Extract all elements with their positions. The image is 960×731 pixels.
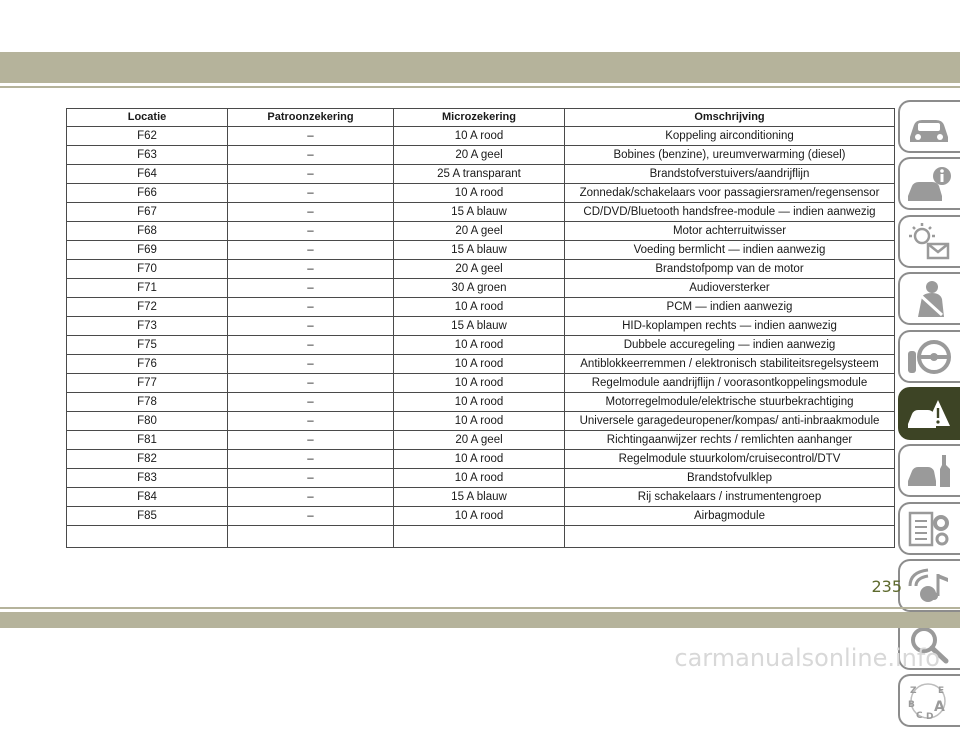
table-row (67, 393, 895, 412)
footer-rule (0, 607, 960, 609)
multimedia-icon (906, 566, 952, 606)
table-row (67, 203, 895, 222)
table-cell: – (228, 374, 394, 393)
table-cell: F70 (67, 260, 228, 279)
table-row (67, 374, 895, 393)
table-cell: Bobines (benzine), ureumverwarming (diesel) (565, 146, 895, 165)
table-cell: F81 (67, 431, 228, 450)
tab-index[interactable] (898, 674, 960, 727)
table-body (67, 127, 895, 548)
table-cell: – (228, 469, 394, 488)
starting-driving-icon (906, 337, 952, 377)
table-cell: – (228, 355, 394, 374)
svg-text:C: C (916, 710, 923, 721)
table-row (67, 298, 895, 317)
table-cell: Brandstofvulklep (565, 469, 895, 488)
table-cell (67, 526, 228, 548)
table-cell: 10 A rood (394, 298, 565, 317)
page-number: 235 (871, 577, 902, 596)
table-cell: 15 A blauw (394, 203, 565, 222)
fuse-table (66, 108, 895, 548)
table-cell: Richtingaanwijzer rechts / remlichten aanhanger (565, 431, 895, 450)
table-cell: 10 A rood (394, 336, 565, 355)
table-cell: Motor achterruitwisser (565, 222, 895, 241)
table-cell: 10 A rood (394, 374, 565, 393)
table-cell: Rij schakelaars / instrumentengroep (565, 488, 895, 507)
table-cell: Universele garagedeuropener/kompas/ anti-inbraakmodule (565, 412, 895, 431)
table-cell: 30 A groen (394, 279, 565, 298)
table-row (67, 450, 895, 469)
table-cell: 15 A blauw (394, 488, 565, 507)
table-cell: F80 (67, 412, 228, 431)
car-interior-icon (906, 107, 952, 147)
table-cell: Voeding bermlicht — indien aanwezig (565, 241, 895, 260)
column-header: Microzekering (394, 109, 565, 127)
table-cell: – (228, 488, 394, 507)
table-cell: Airbagmodule (565, 507, 895, 526)
table-cell: Antiblokkeerremmen / elektronisch stabiliteitsregelsysteem (565, 355, 895, 374)
table-row (67, 469, 895, 488)
table-cell: Brandstofpomp van de motor (565, 260, 895, 279)
table-row (67, 507, 895, 526)
tab-safety[interactable] (898, 272, 960, 325)
table-row (67, 165, 895, 184)
column-header: Omschrijving (565, 109, 895, 127)
table-row (67, 317, 895, 336)
table-cell: – (228, 165, 394, 184)
table-cell: – (228, 450, 394, 469)
table-cell: F85 (67, 507, 228, 526)
svg-text:B: B (908, 699, 915, 710)
table-row (67, 260, 895, 279)
table-row (67, 355, 895, 374)
tab-car-info[interactable] (898, 157, 960, 210)
table-cell: F76 (67, 355, 228, 374)
table-cell: – (228, 317, 394, 336)
table-row (67, 526, 895, 548)
table-cell: F78 (67, 393, 228, 412)
table-cell (394, 526, 565, 548)
column-header: Locatie (67, 109, 228, 127)
table-cell: – (228, 507, 394, 526)
table-cell: F73 (67, 317, 228, 336)
table-cell: F83 (67, 469, 228, 488)
tab-starting-driving[interactable] (898, 330, 960, 383)
table-row (67, 412, 895, 431)
table-cell: F75 (67, 336, 228, 355)
table-cell: – (228, 222, 394, 241)
table-cell: F62 (67, 127, 228, 146)
table-cell: 15 A blauw (394, 317, 565, 336)
table-cell: 20 A geel (394, 260, 565, 279)
table-cell: – (228, 260, 394, 279)
table-cell: – (228, 127, 394, 146)
table-cell: 10 A rood (394, 355, 565, 374)
table-cell: 10 A rood (394, 393, 565, 412)
table-cell: F66 (67, 184, 228, 203)
tab-multimedia[interactable] (898, 559, 960, 612)
table-cell: – (228, 393, 394, 412)
table-cell: – (228, 412, 394, 431)
table-cell: 10 A rood (394, 450, 565, 469)
table-cell: Regelmodule aandrijflijn / voorasontkoppelingsmodule (565, 374, 895, 393)
table-cell: 15 A blauw (394, 241, 565, 260)
table-cell: 25 A transparant (394, 165, 565, 184)
table-cell: F77 (67, 374, 228, 393)
table-row (67, 184, 895, 203)
technical-specs-icon (906, 509, 952, 549)
table-cell: HID-koplampen rechts — indien aanwezig (565, 317, 895, 336)
tab-interior[interactable] (898, 100, 960, 153)
svg-text:Z: Z (910, 685, 917, 696)
table-cell: – (228, 241, 394, 260)
table-cell: F63 (67, 146, 228, 165)
table-cell: – (228, 146, 394, 165)
tab-emergency[interactable] (898, 387, 960, 440)
table-cell: 10 A rood (394, 127, 565, 146)
table-cell: F67 (67, 203, 228, 222)
table-header-row (67, 109, 895, 127)
table-cell: F72 (67, 298, 228, 317)
car-info-icon (906, 164, 952, 204)
table-cell: Zonnedak/schakelaars voor passagiersramen/regensensor (565, 184, 895, 203)
table-cell: – (228, 431, 394, 450)
table-cell: – (228, 203, 394, 222)
table-row (67, 146, 895, 165)
header-band (0, 52, 960, 83)
tab-specs[interactable] (898, 502, 960, 555)
footer-band (0, 612, 960, 628)
table-cell: Brandstofverstuivers/aandrijflijn (565, 165, 895, 184)
table-cell: Dubbele accuregeling — indien aanwezig (565, 336, 895, 355)
svg-text:D: D (926, 711, 934, 721)
table-cell: F68 (67, 222, 228, 241)
seatbelt-airbag-icon (906, 279, 952, 319)
chapter-tabs (898, 100, 960, 731)
table-cell: – (228, 279, 394, 298)
table-cell: 20 A geel (394, 431, 565, 450)
table-cell: 10 A rood (394, 412, 565, 431)
tab-warning-lights[interactable] (898, 215, 960, 268)
tab-maintenance[interactable] (898, 444, 960, 497)
table-cell: PCM — indien aanwezig (565, 298, 895, 317)
watermark: carmanualsonline.info (674, 644, 940, 672)
table-cell: Regelmodule stuurkolom/cruisecontrol/DTV (565, 450, 895, 469)
svg-text:A: A (934, 698, 945, 715)
table-cell (228, 526, 394, 548)
table-cell: F82 (67, 450, 228, 469)
svg-text:E: E (938, 685, 945, 696)
table-row (67, 241, 895, 260)
table-row (67, 127, 895, 146)
table-cell: 20 A geel (394, 146, 565, 165)
table-cell: 20 A geel (394, 222, 565, 241)
table-row (67, 336, 895, 355)
table-cell: F69 (67, 241, 228, 260)
table-cell: – (228, 336, 394, 355)
table-cell: F64 (67, 165, 228, 184)
table-row (67, 222, 895, 241)
header-rule (0, 86, 960, 88)
table-row (67, 488, 895, 507)
table-cell: Audioversterker (565, 279, 895, 298)
table-cell: – (228, 184, 394, 203)
table-row (67, 431, 895, 450)
warning-lights-icon (906, 222, 952, 262)
table-cell: F71 (67, 279, 228, 298)
table-cell: Koppeling airconditioning (565, 127, 895, 146)
table-row (67, 279, 895, 298)
index-icon (906, 681, 952, 721)
emergency-triangle-icon (906, 394, 952, 434)
table-cell: 10 A rood (394, 184, 565, 203)
table-cell: 10 A rood (394, 507, 565, 526)
table-cell: CD/DVD/Bluetooth handsfree-module — indien aanwezig (565, 203, 895, 222)
column-header: Patroonzekering (228, 109, 394, 127)
car-maintenance-icon (906, 451, 952, 491)
table-cell: Motorregelmodule/elektrische stuurbekrachtiging (565, 393, 895, 412)
table-cell: F84 (67, 488, 228, 507)
table-cell: 10 A rood (394, 469, 565, 488)
table-cell: – (228, 298, 394, 317)
table-cell (565, 526, 895, 548)
